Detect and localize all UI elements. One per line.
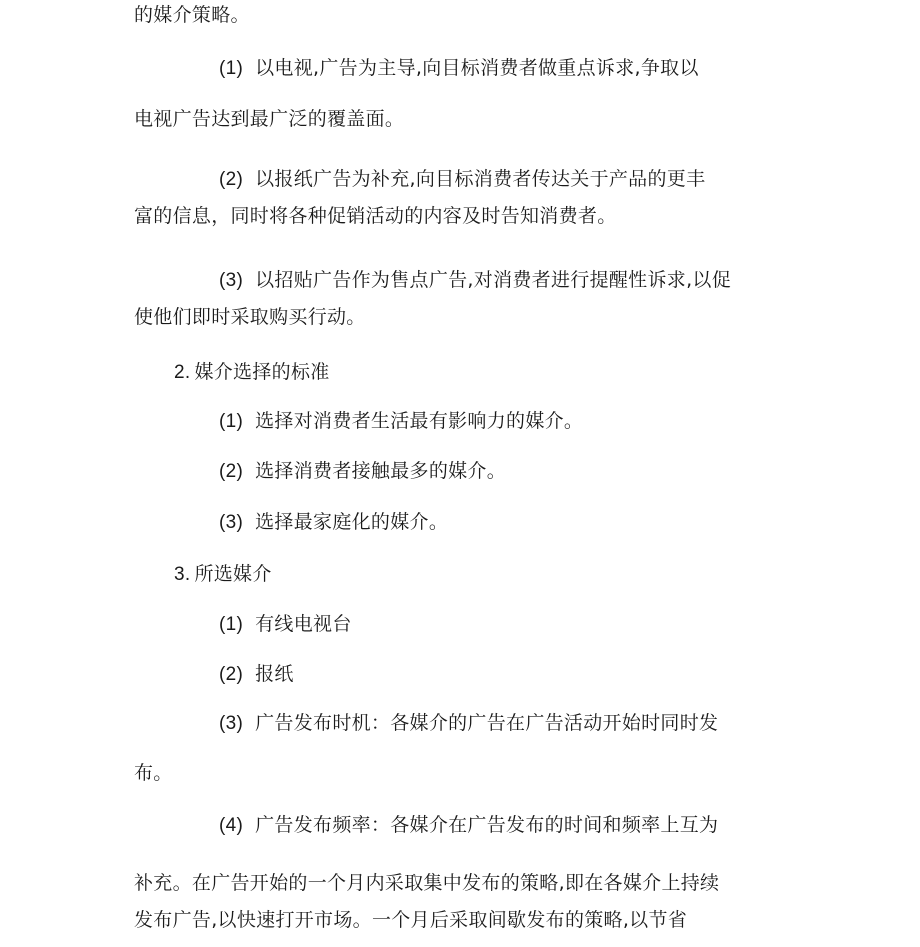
media-strategy-item-1-cont bbox=[134, 107, 404, 131]
item-text: 以电视,广告为主导,向目标消费者做重点诉求,争取以 bbox=[255, 57, 699, 79]
media-strategy-item-3 bbox=[219, 268, 731, 293]
item-number: (3) bbox=[219, 270, 244, 291]
item-text: 选择消费者接触最多的媒介。 bbox=[255, 460, 507, 482]
item-text-cont: 发布广告,以快速打开市场。一个月后采取间歇发布的策略,以节省 bbox=[134, 909, 688, 931]
section-number: 3. bbox=[174, 564, 191, 585]
intro-text: 的媒介策略。 bbox=[134, 4, 250, 26]
item-text-cont: 电视广告达到最广泛的覆盖面。 bbox=[134, 108, 405, 130]
selection-criteria-item-3 bbox=[219, 510, 448, 535]
item-text-cont: 使他们即时采取购买行动。 bbox=[134, 306, 366, 328]
item-number: (3) bbox=[219, 713, 244, 734]
section-heading-3 bbox=[174, 562, 272, 587]
selected-media-item-4 bbox=[219, 813, 718, 838]
item-number: (4) bbox=[219, 815, 244, 836]
item-number: (2) bbox=[219, 169, 244, 190]
selection-criteria-item-2 bbox=[219, 459, 506, 484]
selected-media-item-2 bbox=[219, 662, 294, 687]
section-title: 所选媒介 bbox=[194, 563, 272, 585]
section-number: 2. bbox=[174, 362, 191, 383]
selected-media-item-1 bbox=[219, 612, 352, 637]
item-text-cont: 补充。在广告开始的一个月内采取集中发布的策略,即在各媒介上持续 bbox=[134, 872, 720, 894]
selected-media-item-3 bbox=[219, 711, 718, 736]
selection-criteria-item-1 bbox=[219, 409, 583, 434]
selected-media-item-3-cont bbox=[134, 761, 173, 785]
item-number: (2) bbox=[219, 664, 244, 685]
selected-media-item-4-cont-2 bbox=[134, 908, 687, 932]
item-number: (1) bbox=[219, 614, 244, 635]
item-text: 以招贴广告作为售点广告,对消费者进行提醒性诉求,以促 bbox=[255, 269, 732, 291]
item-text: 有线电视台 bbox=[255, 613, 352, 635]
item-number: (3) bbox=[219, 512, 244, 533]
item-text-cont: 布。 bbox=[134, 762, 173, 784]
item-text: 选择对消费者生活最有影响力的媒介。 bbox=[255, 410, 584, 432]
item-number: (2) bbox=[219, 461, 244, 482]
media-strategy-item-1 bbox=[219, 56, 699, 81]
item-text: 选择最家庭化的媒介。 bbox=[255, 511, 449, 533]
media-strategy-item-3-cont bbox=[134, 305, 366, 329]
intro-line bbox=[134, 3, 250, 27]
item-text: 以报纸广告为补充,向目标消费者传达关于产品的更丰 bbox=[255, 168, 706, 190]
selected-media-item-4-cont-1 bbox=[134, 871, 719, 895]
item-text-cont: 富的信息，同时将各种促销活动的内容及时告知消费者。 bbox=[134, 205, 617, 227]
item-number: (1) bbox=[219, 58, 244, 79]
section-title: 媒介选择的标准 bbox=[194, 361, 330, 383]
media-strategy-item-2-cont bbox=[134, 204, 617, 228]
item-text: 广告发布频率：各媒介在广告发布的时间和频率上互为 bbox=[255, 814, 719, 836]
item-text: 报纸 bbox=[255, 663, 294, 685]
item-number: (1) bbox=[219, 411, 244, 432]
item-text: 广告发布时机：各媒介的广告在广告活动开始时同时发 bbox=[255, 712, 719, 734]
section-heading-2 bbox=[174, 360, 330, 385]
media-strategy-item-2 bbox=[219, 167, 705, 192]
